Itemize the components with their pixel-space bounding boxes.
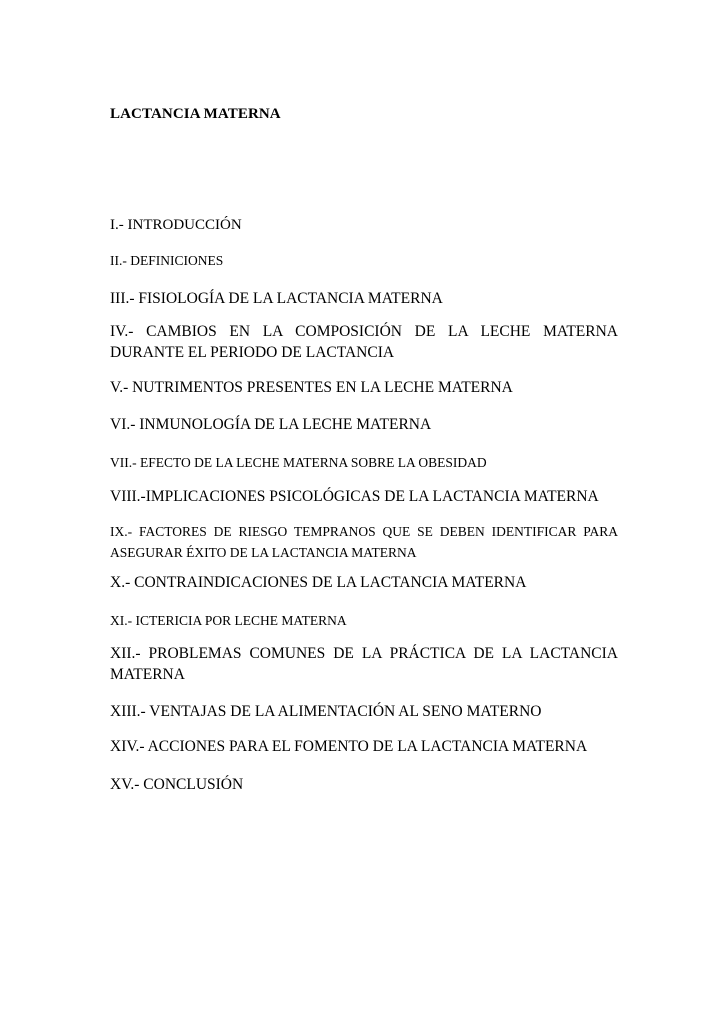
toc-item-inmunologia: VI.- INMUNOLOGÍA DE LA LECHE MATERNA [110,416,432,433]
toc-item-nutrimentos: V.- NUTRIMENTOS PRESENTES EN LA LECHE MATERNA [110,379,513,396]
toc-item-factores-riesgo: IX.- FACTORES DE RIESGO TEMPRANOS QUE SE DEBEN IDENTIFICAR PARA ASEGURAR ÉXITO DE LA LACTANCIA MATERNA [110,524,618,560]
toc-item-obesidad: VII.- EFECTO DE LA LECHE MATERNA SOBRE LA OBESIDAD [110,455,487,470]
toc-item-conclusion: XV.- CONCLUSIÓN [110,776,244,793]
toc-item-cambios-composicion: IV.- CAMBIOS EN LA COMPOSICIÓN DE LA LECHE MATERNA DURANTE EL PERIODO DE LACTANCIA [110,323,618,361]
toc-item-definiciones: II.- DEFINICIONES [110,253,224,268]
toc-item-acciones-fomento: XIV.- ACCIONES PARA EL FOMENTO DE LA LACTANCIA MATERNA [110,738,588,755]
toc-item-ictericia: XI.- ICTERICIA POR LECHE MATERNA [110,613,347,628]
document-title: LACTANCIA MATERNA [110,106,281,122]
toc-item-contraindicaciones: X.- CONTRAINDICACIONES DE LA LACTANCIA MATERNA [110,574,527,591]
toc-item-problemas-comunes: XII.- PROBLEMAS COMUNES DE LA PRÁCTICA DE LA LACTANCIA MATERNA [110,645,618,683]
toc-item-fisiologia: III.- FISIOLOGÍA DE LA LACTANCIA MATERNA [110,290,443,307]
toc-item-ventajas: XIII.- VENTAJAS DE LA ALIMENTACIÓN AL SENO MATERNO [110,703,542,720]
toc-item-implicaciones-psicologicas: VIII.-IMPLICACIONES PSICOLÓGICAS DE LA LACTANCIA MATERNA [110,488,599,505]
toc-item-introduccion: I.- INTRODUCCIÓN [110,217,242,233]
